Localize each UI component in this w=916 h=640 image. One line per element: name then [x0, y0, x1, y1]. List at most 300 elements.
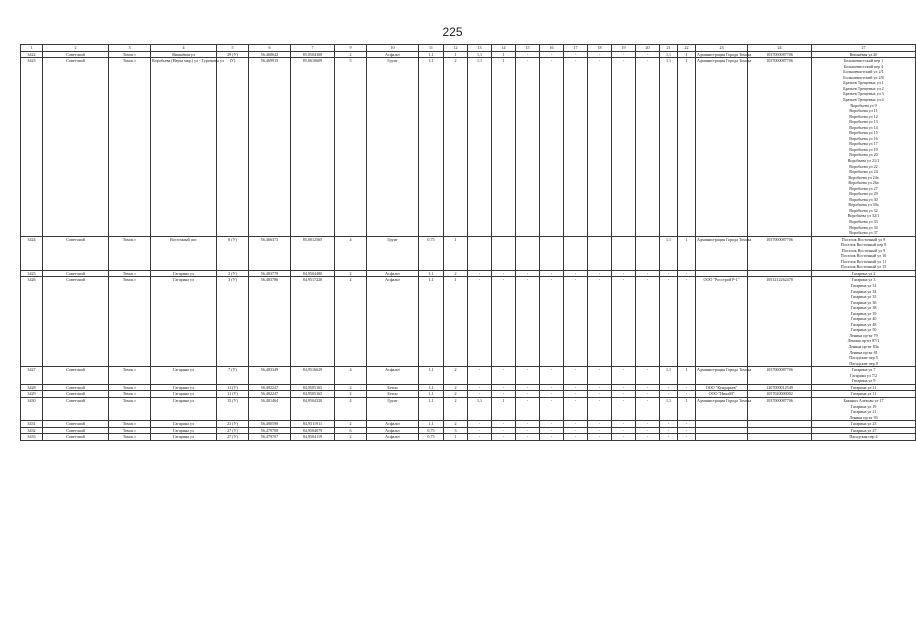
table-cell: -	[564, 427, 588, 434]
table-cell: -	[564, 270, 588, 277]
table-cell: -	[492, 277, 516, 367]
column-header: 11	[419, 45, 444, 52]
column-header: 27	[812, 45, 916, 52]
column-header: 13	[468, 45, 492, 52]
address-line: Гагарина ул 21	[850, 409, 877, 415]
table-cell: -	[468, 384, 492, 391]
address-line: Большевистский ул 2/8	[843, 74, 884, 80]
address-list-cell	[812, 367, 916, 385]
table-cell: 2	[335, 421, 367, 428]
page-number: 225	[442, 25, 463, 39]
table-cell: 3	[444, 427, 468, 434]
table-cell: 0,75	[419, 236, 444, 270]
address-line: Гагарина ул 9	[851, 378, 876, 384]
address-line: Большевистский пер 4	[843, 63, 884, 69]
table-cell: -	[540, 367, 564, 385]
table-cell: 1037000087706	[748, 397, 812, 420]
table-cell: Асфальт	[367, 51, 419, 58]
table-cell: -	[678, 391, 696, 398]
table-cell: Томск г	[109, 58, 151, 237]
table-cell: -	[612, 277, 636, 367]
table-cell: Томск г	[109, 434, 151, 441]
table-cell: Томск г	[109, 391, 151, 398]
table-cell: -	[588, 397, 612, 420]
address-line: Поселок Восточный ул 11	[840, 258, 887, 264]
column-header: 6	[249, 45, 291, 52]
table-cell: -	[588, 421, 612, 428]
address-line: Гагарина ул 36	[850, 299, 877, 305]
table-cell: Советский	[43, 391, 109, 398]
table-cell: 56,483779	[249, 270, 291, 277]
address-list-cell	[812, 277, 916, 367]
address-line: Воробьева ул 22	[849, 163, 878, 169]
table-cell: 1,1	[419, 391, 444, 398]
address-line: Гагарина ул 31	[850, 283, 877, 289]
table-cell: -	[678, 427, 696, 434]
table-cell: 1,1	[660, 51, 678, 58]
table-cell: Гагарина ул	[151, 397, 217, 420]
table-cell: -	[636, 270, 660, 277]
column-header: 16	[540, 45, 564, 52]
address-line: Братьев Трещевых ул 1	[843, 80, 884, 86]
table-cell: 1,1	[419, 421, 444, 428]
table-cell: 3424	[21, 236, 43, 270]
table-cell: Асфальт	[367, 427, 419, 434]
address-line: Воробьева ул 16	[849, 135, 878, 141]
table-cell: 1	[444, 236, 468, 270]
table-cell: Томск г	[109, 397, 151, 420]
table-cell: 1057020000002	[748, 391, 812, 398]
table-cell: Советский	[43, 397, 109, 420]
table-cell	[588, 236, 612, 270]
table-cell: -	[612, 391, 636, 398]
address-line: Воробьева ул 33	[849, 219, 878, 224]
address-line: Воробьева ул 24а	[848, 174, 879, 180]
table-cell: -	[636, 421, 660, 428]
table-cell: -	[660, 421, 678, 428]
address-line: Гагарина ул 19	[850, 403, 877, 409]
address-line: Воробьева ул 9	[850, 102, 877, 108]
table-cell: Советский	[43, 277, 109, 367]
table-cell: 1	[492, 397, 516, 420]
table-cell: 85,0610609	[291, 58, 335, 237]
column-header: 17	[564, 45, 588, 52]
table-cell: Советский	[43, 367, 109, 385]
table-cell: Асфальт	[367, 434, 419, 441]
table-cell: 1	[444, 277, 468, 367]
address-line: Воробьева ул 13	[849, 119, 878, 125]
table-cell: 3 (У)	[217, 277, 249, 367]
table-cell: -	[564, 51, 588, 58]
table-cell: 2	[335, 51, 367, 58]
table-cell: -	[516, 277, 540, 367]
table-cell: 1	[678, 51, 696, 58]
table-cell: 3425	[21, 270, 43, 277]
table-cell: 56,469915	[249, 58, 291, 237]
table-cell: Гагарина ул	[151, 277, 217, 367]
address-line: Воробьева ул 24	[849, 169, 878, 175]
table-cell: -	[660, 384, 678, 391]
table-cell: -	[636, 51, 660, 58]
address-line: Воробьева ул 20	[849, 152, 878, 158]
address-line: Гагарина ул 3	[851, 277, 876, 283]
table-cell: -	[540, 51, 564, 58]
table-cell: -	[492, 434, 516, 441]
table-cell: 85,0504368	[291, 51, 335, 58]
table-cell: 3429	[21, 391, 43, 398]
table-cell: -	[660, 391, 678, 398]
table-cell: 2	[444, 58, 468, 237]
table-cell: 1	[444, 434, 468, 441]
table-cell: 3432	[21, 427, 43, 434]
table-cell: Гагарина ул	[151, 421, 217, 428]
address-line: Гагарина ул 27	[850, 427, 877, 433]
table-cell: 84,9505165	[291, 391, 335, 398]
table-cell: -	[564, 434, 588, 441]
table-cell: (У)	[217, 58, 249, 237]
table-cell: -	[588, 427, 612, 434]
table-cell: 3423	[21, 58, 43, 237]
table-cell: Томск г	[109, 421, 151, 428]
table-cell: 1207000012549	[748, 384, 812, 391]
table-cell: -	[564, 277, 588, 367]
table-cell: Асфальт	[367, 367, 419, 385]
table-cell: -	[468, 434, 492, 441]
table-cell: 56,479707	[249, 434, 291, 441]
table-cell: -	[540, 58, 564, 237]
table-cell: -	[636, 397, 660, 420]
address-line: Гагарина ул 23	[850, 421, 877, 427]
table-cell: Воробьева (Наука мкр.) ул - Тургенева ул	[151, 58, 217, 237]
table-cell: 11 (У)	[217, 391, 249, 398]
table-cell	[540, 236, 564, 270]
address-line: Воробьева ул 32/1	[847, 213, 880, 219]
table-cell: 56,480598	[249, 421, 291, 428]
table-cell: 1,1	[660, 58, 678, 237]
table-cell: 3428	[21, 384, 43, 391]
table-cell: -	[612, 421, 636, 428]
table-cell: -	[564, 397, 588, 420]
address-line: Пасадские пер 9	[849, 360, 878, 366]
table-cell: Гагарина ул	[151, 434, 217, 441]
table-cell: 1	[678, 367, 696, 385]
table-cell: Бетон	[367, 384, 419, 391]
table-cell: 85,0012565	[291, 236, 335, 270]
table-cell: 27 (У)	[217, 427, 249, 434]
address-line: Воробьева ул 32	[849, 207, 878, 213]
table-cell: 84,9504119	[291, 434, 335, 441]
table-cell: 7 (У)	[217, 367, 249, 385]
table-cell: 2	[335, 270, 367, 277]
table-cell: -	[612, 58, 636, 237]
table-cell: 84,9504480	[291, 270, 335, 277]
table-cell: -	[636, 434, 660, 441]
column-header: 15	[516, 45, 540, 52]
table-cell: 1,1	[419, 277, 444, 367]
table-cell: 3422	[21, 51, 43, 58]
table-cell: Гагарина ул	[151, 384, 217, 391]
table-cell: 84,9504320	[291, 397, 335, 420]
table-cell: -	[516, 367, 540, 385]
address-list-cell	[812, 58, 916, 237]
address-line: Гагарина ул 34	[850, 288, 877, 294]
table-cell: 2	[335, 391, 367, 398]
column-header: 10	[367, 45, 419, 52]
table-cell: Томск г	[109, 367, 151, 385]
table-cell: 84,9517220	[291, 277, 335, 367]
address-list-cell	[812, 236, 916, 270]
table-cell: -	[678, 270, 696, 277]
table-cell: 1,1	[660, 236, 678, 270]
table-cell: -	[516, 421, 540, 428]
table-cell: 1,1	[419, 58, 444, 237]
table-cell: Администрация Города Томска	[696, 397, 748, 420]
table-cell: 1051212262478	[748, 277, 812, 367]
column-header: 20	[636, 45, 660, 52]
table-cell: -	[468, 277, 492, 367]
column-header: 2	[43, 45, 109, 52]
header-row	[21, 45, 916, 52]
address-line: Гагарина ул 48	[850, 321, 877, 327]
address-line: Ленина пр-кт 87/1	[847, 338, 880, 344]
table-cell: 56,482247	[249, 391, 291, 398]
address-line: Поселок Восточный ул 10	[840, 253, 887, 259]
table-cell: 1	[678, 397, 696, 420]
table-cell: -	[492, 421, 516, 428]
address-line: Гагарина ул 7	[851, 367, 876, 373]
table-cell: 1,1	[468, 58, 492, 237]
address-line: Братьев Трещевых ул 2	[843, 85, 884, 91]
table-cell: 3426	[21, 277, 43, 367]
table-cell: -	[612, 367, 636, 385]
table-cell: -	[678, 384, 696, 391]
table-cell: -	[564, 421, 588, 428]
table-cell: 1037000087706	[748, 51, 812, 58]
table-cell: -	[612, 434, 636, 441]
table-cell: Томск г	[109, 427, 151, 434]
address-line: Гагарина ул 40	[850, 316, 877, 322]
table-cell: 2	[335, 277, 367, 367]
address-line: Воробьева ул 14	[849, 124, 878, 130]
table-cell: Гагарина ул	[151, 270, 217, 277]
table-cell: 5	[335, 58, 367, 237]
address-line: Гагарина ул 38	[850, 305, 877, 311]
table-cell: -	[540, 277, 564, 367]
table-cell: -	[612, 270, 636, 277]
address-line: Воробьева ул 26а	[848, 180, 879, 186]
table-cell: -	[636, 427, 660, 434]
table-cell: 27 (У)	[217, 434, 249, 441]
address-line: Бакинал Алексан ул 17	[843, 397, 884, 403]
table-cell: 1,1	[419, 270, 444, 277]
table-cell: 4	[335, 397, 367, 420]
table-cell: 84,9511911	[291, 421, 335, 428]
table-cell: 1,1	[419, 367, 444, 385]
table-row	[21, 367, 916, 385]
table-cell: -	[588, 270, 612, 277]
table-cell: 56,466373	[249, 236, 291, 270]
address-line: Вишнёвая ул 20	[849, 51, 878, 57]
table-body	[21, 51, 916, 440]
table-cell: -	[660, 270, 678, 277]
address-list-cell	[812, 397, 916, 420]
table-cell: 2	[335, 384, 367, 391]
address-line: Гагарина ул 2	[851, 270, 876, 276]
table-cell: -	[468, 367, 492, 385]
table-cell: 56,479708	[249, 427, 291, 434]
table-cell: 3430	[21, 397, 43, 420]
column-header: 21	[660, 45, 678, 52]
table-cell: 11 (У)	[217, 384, 249, 391]
table-cell: Администрация Города Томска	[696, 367, 748, 385]
address-line: Гагарина ул 50	[850, 327, 877, 333]
table-cell: -	[636, 367, 660, 385]
address-line: Воробьева ул 29	[849, 191, 878, 197]
table-cell: Вишнёвая ул	[151, 51, 217, 58]
table-cell: Советский	[43, 236, 109, 270]
table-cell: -	[612, 51, 636, 58]
column-header: 22	[678, 45, 696, 52]
address-line: Гагарина ул 39	[850, 310, 877, 316]
table-cell: Томск г	[109, 384, 151, 391]
address-line: Братьев Трещевых ул 4	[843, 96, 884, 102]
address-line: Воробьева ул 19	[849, 146, 878, 152]
table-cell: 4	[335, 236, 367, 270]
table-cell: 1	[492, 51, 516, 58]
table-cell: 1037000087706	[748, 236, 812, 270]
table-cell: 84,9516629	[291, 367, 335, 385]
table-cell: Томск г	[109, 270, 151, 277]
table-cell: 4	[335, 367, 367, 385]
address-line: Братьев Трещевых ул 3	[843, 91, 884, 97]
column-header: 4	[151, 45, 217, 52]
table-cell: -	[516, 391, 540, 398]
column-header: 18	[588, 45, 612, 52]
table-cell: Грунт	[367, 397, 419, 420]
address-line: Поселок Восточный ул 15	[840, 264, 887, 270]
address-line: Воробьева ул 12	[849, 113, 878, 119]
table-cell: -	[636, 391, 660, 398]
table-cell: 2	[444, 270, 468, 277]
table-cell: 3433	[21, 434, 43, 441]
table-cell: 0,75	[419, 434, 444, 441]
table-cell: -	[492, 427, 516, 434]
table-cell: Советский	[43, 270, 109, 277]
table-cell: -	[516, 384, 540, 391]
table-cell: -	[468, 421, 492, 428]
address-line: Ленина пр-кт 79	[849, 332, 878, 338]
table-cell: -	[492, 391, 516, 398]
table-cell: Администрация Города Томска	[696, 58, 748, 237]
column-header: 7	[291, 45, 335, 52]
table-cell: 1,1	[468, 397, 492, 420]
table-cell: -	[660, 277, 678, 367]
table-cell: -	[468, 391, 492, 398]
address-line: Большевистский ул 2/1	[843, 69, 884, 75]
table-cell: Администрация Города Томска	[696, 236, 748, 270]
table-cell: -	[588, 58, 612, 237]
address-line: Воробьева ул 15	[849, 130, 878, 136]
table-cell: 8 (У)	[217, 236, 249, 270]
address-line: Воробьева ул 37	[849, 230, 878, 236]
table-cell	[748, 434, 812, 441]
address-line: Ленина пр-кт 83а	[848, 344, 879, 350]
table-cell: ООО "Кундарьев"	[696, 384, 748, 391]
column-header: 23	[696, 45, 748, 52]
table-cell: Советский	[43, 58, 109, 237]
table-cell: 1	[678, 236, 696, 270]
table-cell: 1,1	[468, 51, 492, 58]
table-cell: 1	[678, 58, 696, 237]
table-cell: Советский	[43, 51, 109, 58]
address-line: Воробьева ул 30а	[848, 202, 879, 208]
address-line: Поселок Восточный ул 9	[841, 247, 886, 253]
table-cell: 1,1	[419, 397, 444, 420]
table-cell: Гагарина ул	[151, 367, 217, 385]
table-cell: Грунт	[367, 236, 419, 270]
address-line: Воробьева ул 27	[849, 185, 878, 191]
column-header: 5	[217, 45, 249, 52]
table-cell: 56,482247	[249, 384, 291, 391]
table-cell	[636, 236, 660, 270]
table-cell: -	[612, 427, 636, 434]
address-line: Воробьева ул 21/1	[847, 157, 880, 163]
address-line: Пасадская пер 4	[849, 434, 878, 440]
table-row	[21, 58, 916, 237]
address-line: Пасадские пер 5	[849, 355, 878, 361]
table-cell: -	[588, 434, 612, 441]
table-cell: Администрация Города Томска	[697, 51, 752, 57]
address-line: Гагарина ул 35	[850, 294, 877, 300]
table-cell: -	[636, 58, 660, 237]
table-cell: 2	[444, 391, 468, 398]
table-cell: -	[678, 434, 696, 441]
table-cell: -	[468, 427, 492, 434]
table-cell: 6	[335, 427, 367, 434]
column-header: 12	[444, 45, 468, 52]
table-cell: -	[516, 434, 540, 441]
table-cell: -	[636, 277, 660, 367]
table-cell: -	[492, 270, 516, 277]
table-cell: Томск г	[109, 277, 151, 367]
table-cell: 84,9505165	[291, 384, 335, 391]
table-cell: Гагарина ул	[151, 391, 217, 398]
table-cell: 2	[444, 421, 468, 428]
table-cell: Советский	[43, 434, 109, 441]
table-cell	[696, 434, 748, 441]
address-line: Воробьева ул 34	[849, 224, 878, 230]
table-cell: 1	[492, 58, 516, 237]
table-cell: 2	[444, 397, 468, 420]
table-cell: -	[492, 384, 516, 391]
table-cell: 2	[444, 384, 468, 391]
column-header: 9	[335, 45, 367, 52]
column-header: 14	[492, 45, 516, 52]
address-line: Большевистский пер 1	[843, 58, 884, 64]
table-cell: Советский	[43, 427, 109, 434]
table-cell: 1037000087706	[748, 58, 812, 237]
table-cell: -	[540, 421, 564, 428]
table-cell: Бетон	[367, 391, 419, 398]
table-cell	[468, 236, 492, 270]
table-cell: -	[588, 391, 612, 398]
table-cell: Грунт	[367, 58, 419, 237]
address-line: Ленина пр-кт 81	[849, 349, 878, 355]
table-cell: 2	[444, 367, 468, 385]
table-cell: 2	[335, 434, 367, 441]
address-line: Гагарина ул 11	[850, 391, 877, 397]
column-header: 24	[748, 45, 812, 52]
